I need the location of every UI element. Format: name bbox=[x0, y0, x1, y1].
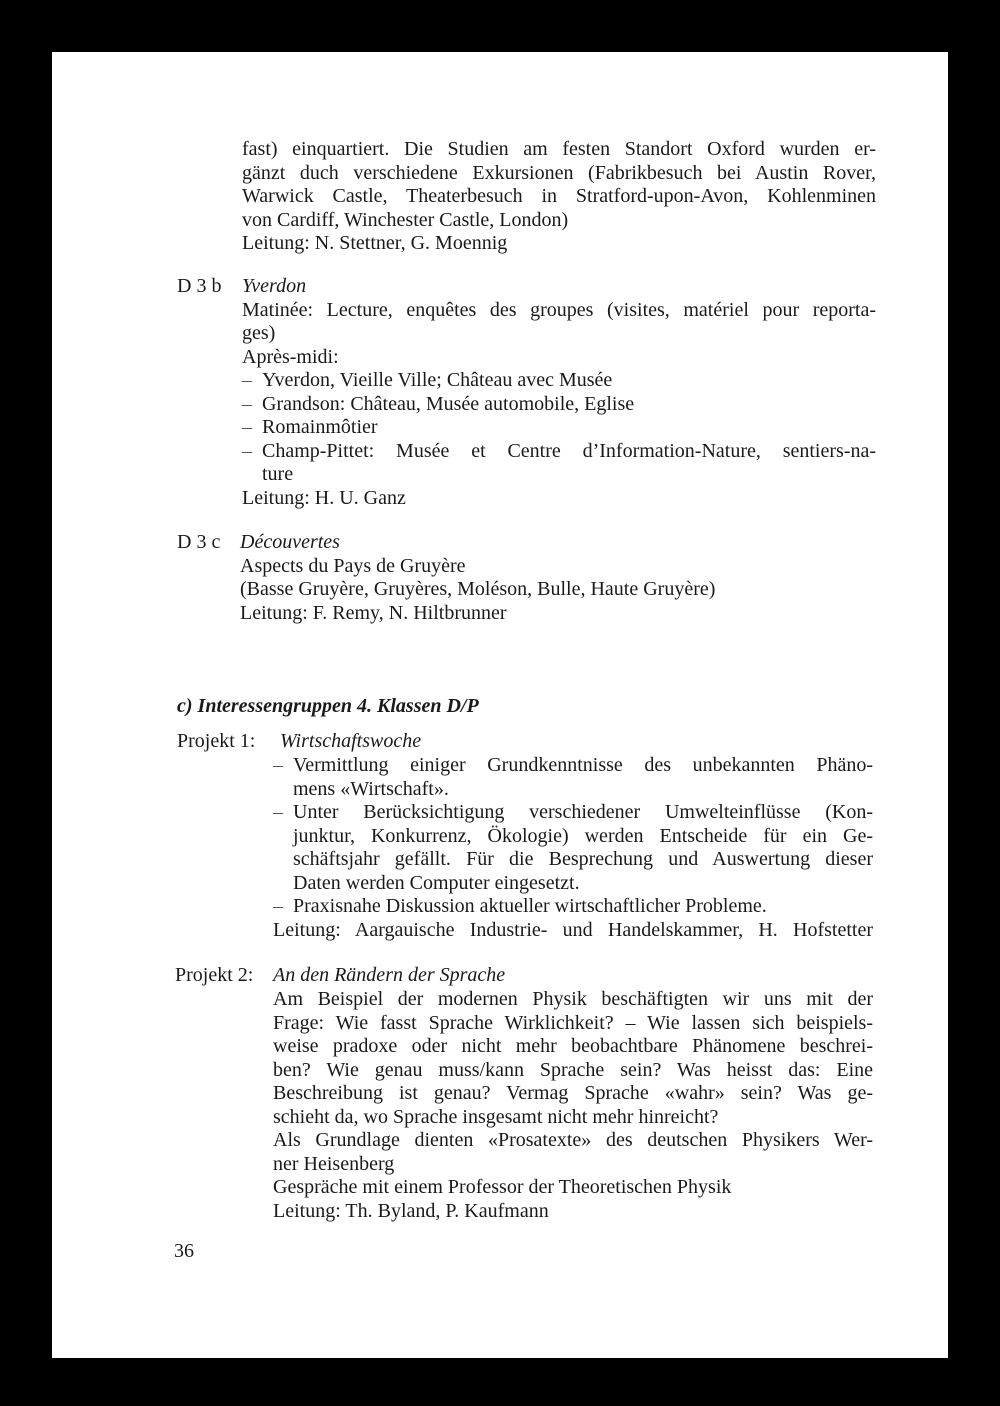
leitung-line: Leitung: Aargauische Industrie- und Handelskammer, H. Hofstetter bbox=[273, 918, 873, 941]
text-line: schieht da, wo Sprache insgesamt nicht mehr hinreicht? bbox=[273, 1105, 719, 1128]
projekt2-block bbox=[273, 988, 873, 1223]
list-item bbox=[242, 440, 876, 487]
dash-bullet: – bbox=[242, 439, 252, 462]
projekt-label: Projekt 2: bbox=[175, 964, 254, 986]
text-line: junktur, Konkurrenz, Ökologie) werden Entscheide für ein Ge- bbox=[293, 824, 873, 847]
list-item bbox=[242, 393, 876, 417]
leitung-line: Leitung: H. U. Ganz bbox=[242, 486, 406, 509]
section-heading: c) Interessengruppen 4. Klassen D/P bbox=[177, 695, 479, 717]
section-title: Yverdon bbox=[242, 275, 307, 297]
dash-bullet: – bbox=[273, 801, 283, 823]
text-line: Matinée: Lecture, enquêtes des groupes (visites, matériel pour reporta- bbox=[242, 298, 876, 321]
dash-bullet: – bbox=[273, 895, 283, 917]
text-line: mens «Wirtschaft». bbox=[293, 777, 449, 800]
text-line: Daten werden Computer eingesetzt. bbox=[293, 871, 580, 894]
text-line: Unter Berücksichtigung verschiedener Umwelteinflüsse (Kon- bbox=[293, 801, 873, 823]
text-line: Praxisnahe Diskussion aktueller wirtschaftlicher Probleme. bbox=[293, 895, 767, 917]
text-line: von Cardiff, Winchester Castle, London) bbox=[242, 208, 569, 231]
text-line: Après-midi: bbox=[242, 345, 339, 368]
projekt-title: An den Rändern der Sprache bbox=[273, 964, 506, 986]
text-line: weise pradoxe oder nicht mehr beobachtbare Phänomene beschrei- bbox=[273, 1035, 873, 1057]
dash-bullet: – bbox=[242, 392, 252, 415]
text-line: Vermittlung einiger Grundkenntnisse des unbekannten Phäno- bbox=[293, 754, 873, 776]
text-line: Champ-Pittet: Musée et Centre d’Information-Nature, sentiers-na- bbox=[262, 439, 876, 462]
list-item bbox=[273, 801, 873, 895]
section-code: D 3 c bbox=[177, 531, 221, 553]
dash-bullet: – bbox=[242, 416, 252, 438]
d3b-block bbox=[242, 275, 876, 510]
text-line: Gespräche mit einem Professor der Theoretischen Physik bbox=[273, 1176, 732, 1198]
section-title: Découvertes bbox=[240, 531, 340, 553]
text-line: Yverdon, Vieille Ville; Château avec Musée bbox=[262, 369, 613, 391]
text-line: Romainmôtier bbox=[262, 416, 378, 438]
leitung-line: Leitung: F. Remy, N. Hiltbrunner bbox=[240, 601, 507, 624]
dash-bullet: – bbox=[242, 369, 252, 391]
text-line: schäftsjahr gefällt. Für die Besprechung und Auswertung dieser bbox=[293, 848, 873, 870]
projekt-title: Wirtschaftswoche bbox=[280, 730, 422, 752]
d3c-block bbox=[240, 531, 876, 625]
text-line: Am Beispiel der modernen Physik beschäftigten wir uns mit der bbox=[273, 988, 873, 1010]
text-line: ner Heisenberg bbox=[273, 1152, 395, 1175]
text-line: Frage: Wie fasst Sprache Wirklichkeit? – Wie lassen sich beispiels- bbox=[273, 1011, 873, 1034]
document-page bbox=[52, 52, 948, 1358]
text-line: gänzt duch verschiedene Exkursionen (Fabrikbesuch bei Austin Rover, bbox=[242, 161, 876, 184]
leitung-line: Leitung: Th. Byland, P. Kaufmann bbox=[273, 1199, 549, 1222]
text-line: Grandson: Château, Musée automobile, Eglise bbox=[262, 392, 635, 415]
text-line: fast) einquartiert. Die Studien am festen Standort Oxford wurden er- bbox=[242, 138, 876, 160]
text-line: ben? Wie genau muss/kann Sprache sein? Was heisst das: Eine bbox=[273, 1058, 873, 1081]
section-code: D 3 b bbox=[177, 275, 222, 297]
text-line: ges) bbox=[242, 322, 276, 344]
projekt-label: Projekt 1: bbox=[177, 730, 256, 752]
text-line: ture bbox=[262, 463, 294, 485]
text-line: (Basse Gruyère, Gruyères, Moléson, Bulle, Haute Gruyère) bbox=[240, 578, 716, 600]
list-item bbox=[273, 754, 873, 801]
list-item bbox=[242, 369, 876, 393]
list-item bbox=[273, 895, 873, 919]
page-number: 36 bbox=[174, 1240, 194, 1262]
text-line: Warwick Castle, Theaterbesuch in Stratford-upon-Avon, Kohlenminen bbox=[242, 185, 876, 207]
projekt1-block bbox=[273, 754, 873, 942]
text-line: Als Grundlage dienten «Prosatexte» des deutschen Physikers Wer- bbox=[273, 1129, 873, 1151]
intro-block bbox=[242, 138, 876, 256]
text-line: Beschreibung ist genau? Vermag Sprache «wahr» sein? Was ge- bbox=[273, 1082, 873, 1104]
text-line: Aspects du Pays de Gruyère bbox=[240, 554, 466, 577]
leitung-line: Leitung: N. Stettner, G. Moennig bbox=[242, 232, 508, 254]
list-item bbox=[242, 416, 876, 440]
dash-bullet: – bbox=[273, 754, 283, 776]
